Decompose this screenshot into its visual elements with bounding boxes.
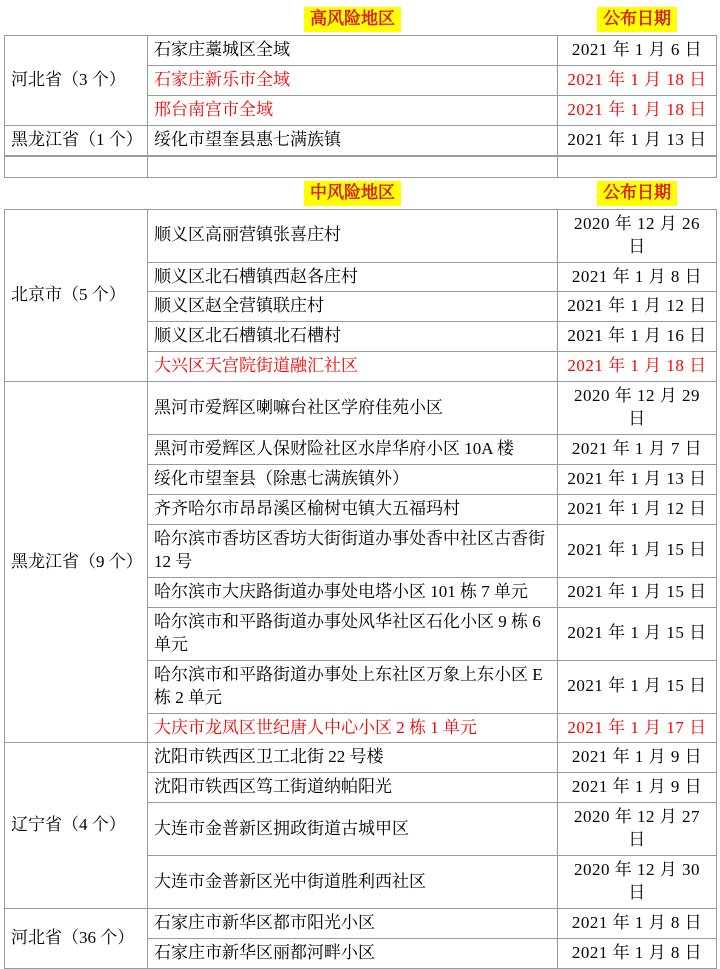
place-cell: 邢台南宫市全域 [148, 95, 558, 125]
date-cell: 2021 年 1 月 13 日 [558, 465, 717, 495]
date-cell: 2020 年 12 月 27 日 [558, 803, 717, 856]
place-cell: 哈尔滨市和平路街道办事处风华社区石化小区 9 栋 6 单元 [148, 607, 558, 660]
high-risk-title-cell [148, 4, 558, 35]
gap-cell [148, 156, 558, 177]
table-row [5, 125, 717, 155]
date-cell: 2020 年 12 月 30 日 [558, 856, 717, 909]
date-cell: 2021 年 1 月 9 日 [558, 773, 717, 803]
place-cell: 黑河市爱辉区喇嘛台社区学府佳苑小区 [148, 382, 558, 435]
date-cell: 2021 年 1 月 15 日 [558, 524, 717, 577]
region-label: 河北省（36 个） [5, 909, 148, 969]
medium-risk-table [4, 156, 717, 969]
date-cell: 2021 年 1 月 12 日 [558, 495, 717, 525]
date-cell: 2021 年 1 月 18 日 [558, 352, 717, 382]
date-cell: 2021 年 1 月 18 日 [558, 65, 717, 95]
place-cell: 石家庄市新华区丽都河畔小区 [148, 939, 558, 969]
high-risk-header-row [5, 4, 717, 35]
date-cell: 2021 年 1 月 13 日 [558, 125, 717, 155]
table-row [5, 909, 717, 939]
place-cell: 大兴区天宫院街道融汇社区 [148, 352, 558, 382]
place-cell: 大庆市龙凤区世纪唐人中心小区 2 栋 1 单元 [148, 713, 558, 743]
place-cell: 石家庄藁城区全域 [148, 35, 558, 65]
section-gap [5, 156, 717, 177]
date-cell: 2021 年 1 月 17 日 [558, 713, 717, 743]
table-row [5, 209, 717, 262]
place-cell: 沈阳市铁西区卫工北街 22 号楼 [148, 743, 558, 773]
date-cell: 2021 年 1 月 15 日 [558, 660, 717, 713]
high-risk-date-title: 公布日期 [597, 7, 677, 32]
region-label: 辽宁省（4 个） [5, 743, 148, 909]
medium-risk-date-title: 公布日期 [597, 181, 677, 206]
place-cell: 石家庄市新华区都市阳光小区 [148, 909, 558, 939]
place-cell: 哈尔滨市和平路街道办事处上东社区万象上东小区 E 栋 2 单元 [148, 660, 558, 713]
medium-risk-header-row [5, 177, 717, 209]
place-cell: 顺义区赵全营镇联庄村 [148, 292, 558, 322]
gap-cell [5, 156, 148, 177]
region-label: 北京市（5 个） [5, 209, 148, 382]
medium-risk-title-cell [148, 177, 558, 209]
table-row [5, 35, 717, 65]
medium-risk-date-title-cell [558, 177, 717, 209]
gap-cell [558, 156, 717, 177]
place-cell: 哈尔滨市大庆路街道办事处电塔小区 101 栋 7 单元 [148, 577, 558, 607]
date-cell: 2021 年 1 月 15 日 [558, 607, 717, 660]
medium-risk-title: 中风险地区 [304, 181, 401, 206]
place-cell: 哈尔滨市香坊区香坊大街街道办事处香中社区古香街 12 号 [148, 524, 558, 577]
place-cell: 石家庄新乐市全域 [148, 65, 558, 95]
table-row [5, 382, 717, 435]
place-cell: 绥化市望奎县（除惠七满族镇外） [148, 465, 558, 495]
place-cell: 沈阳市铁西区笃工街道纳帕阳光 [148, 773, 558, 803]
region-label: 黑龙江省（1 个） [5, 125, 148, 155]
place-cell: 顺义区北石槽镇北石槽村 [148, 322, 558, 352]
header-spacer [5, 177, 148, 209]
header-spacer [5, 4, 148, 35]
region-label: 黑龙江省（9 个） [5, 382, 148, 743]
date-cell: 2021 年 1 月 6 日 [558, 35, 717, 65]
high-risk-table [4, 4, 717, 156]
place-cell: 齐齐哈尔市昂昂溪区榆树屯镇大五福玛村 [148, 495, 558, 525]
date-cell: 2021 年 1 月 8 日 [558, 262, 717, 292]
place-cell: 大连市金普新区光中街道胜利西社区 [148, 856, 558, 909]
place-cell: 顺义区高丽营镇张喜庄村 [148, 209, 558, 262]
place-cell: 大连市金普新区拥政街道古城甲区 [148, 803, 558, 856]
date-cell: 2021 年 1 月 8 日 [558, 939, 717, 969]
date-cell: 2020 年 12 月 26 日 [558, 209, 717, 262]
date-cell: 2021 年 1 月 9 日 [558, 743, 717, 773]
date-cell: 2021 年 1 月 7 日 [558, 435, 717, 465]
region-label: 河北省（3 个） [5, 35, 148, 125]
date-cell: 2021 年 1 月 16 日 [558, 322, 717, 352]
place-cell: 绥化市望奎县惠七满族镇 [148, 125, 558, 155]
date-cell: 2020 年 12 月 29 日 [558, 382, 717, 435]
date-cell: 2021 年 1 月 8 日 [558, 909, 717, 939]
high-risk-date-title-cell [558, 4, 717, 35]
place-cell: 黑河市爱辉区人保财险社区水岸华府小区 10A 楼 [148, 435, 558, 465]
high-risk-title: 高风险地区 [304, 7, 401, 32]
date-cell: 2021 年 1 月 18 日 [558, 95, 717, 125]
place-cell: 顺义区北石槽镇西赵各庄村 [148, 262, 558, 292]
table-row [5, 743, 717, 773]
date-cell: 2021 年 1 月 12 日 [558, 292, 717, 322]
date-cell: 2021 年 1 月 15 日 [558, 577, 717, 607]
